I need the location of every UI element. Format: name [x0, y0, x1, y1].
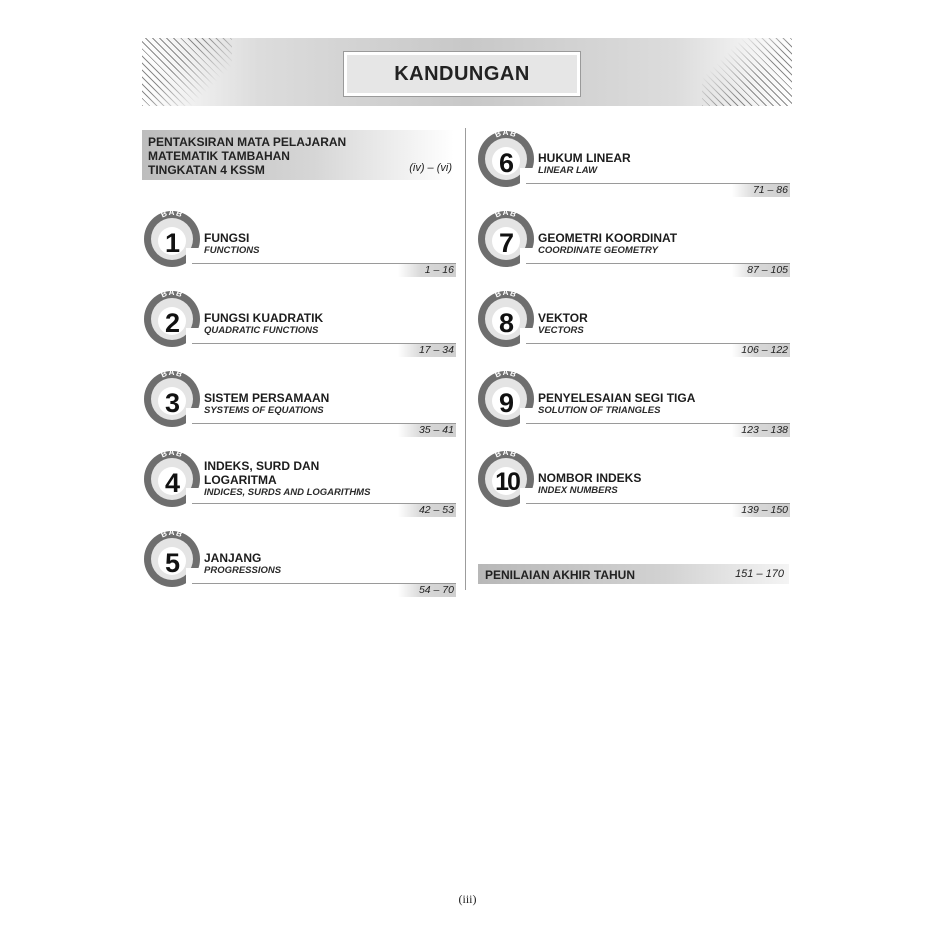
intro-title: [148, 135, 346, 177]
chapter-title-line: PENYELESAIAN SEGI TIGA: [538, 391, 696, 405]
chapter-page-range: 123 – 138: [732, 424, 790, 437]
badge-label: BAB: [493, 208, 519, 220]
badge-label: BAB: [493, 288, 519, 300]
chapter-title: [538, 151, 631, 165]
badge-label: BAB: [159, 528, 185, 540]
chapter-subtitle: LINEAR LAW: [538, 165, 598, 176]
chapter-subtitle: SOLUTION OF TRIANGLES: [538, 405, 661, 416]
chapter-number: 8: [498, 308, 514, 338]
page-title: KANDUNGAN: [344, 52, 580, 96]
chapter-entry-6[interactable]: [476, 128, 790, 198]
chapter-title-line: JANJANG: [204, 551, 262, 565]
chapter-number: 5: [164, 548, 180, 578]
chapter-page-range: 35 – 41: [398, 424, 456, 437]
final-assessment-label: PENILAIAN AKHIR TAHUN: [485, 568, 635, 582]
chapter-page-range: 106 – 122: [732, 344, 790, 357]
chapter-subtitle: PROGRESSIONS: [204, 565, 282, 576]
chapter-title: [538, 471, 641, 485]
chapter-title-line: FUNGSI: [204, 231, 250, 245]
chapter-number: 4: [164, 468, 180, 498]
header-banner: [142, 38, 792, 106]
chapter-title-line: FUNGSI KUADRATIK: [204, 311, 324, 325]
chapter-entry-2[interactable]: [142, 288, 456, 358]
column-divider: [465, 128, 466, 590]
chapter-page-range: 17 – 34: [398, 344, 456, 357]
chapter-entry-3[interactable]: [142, 368, 456, 438]
chapter-subtitle: QUADRATIC FUNCTIONS: [204, 325, 319, 336]
chapter-page-range: 139 – 150: [732, 504, 790, 517]
chapter-entry-5[interactable]: [142, 528, 456, 598]
chapter-title-line: NOMBOR INDEKS: [538, 471, 642, 485]
chapter-title: [204, 459, 319, 487]
chapter-subtitle: INDEX NUMBERS: [538, 485, 618, 496]
chapter-title-line: GEOMETRI KOORDINAT: [538, 231, 678, 245]
badge-label: BAB: [493, 128, 519, 140]
chapter-number: 1: [164, 228, 180, 258]
chapter-title-line: VEKTOR: [538, 311, 588, 325]
chapter-number: 10: [495, 468, 519, 496]
chapter-title-line: INDEKS, SURD DAN: [204, 459, 320, 473]
chapter-subtitle: INDICES, SURDS AND LOGARITHMS: [204, 487, 371, 498]
chapter-title-line: LOGARITMA: [204, 473, 277, 487]
intro-page-range: (iv) – (vi): [409, 162, 452, 174]
chapter-subtitle: VECTORS: [538, 325, 584, 336]
decorative-stripes-left: [142, 38, 232, 106]
badge-label: BAB: [493, 448, 519, 460]
chapter-title: [204, 391, 329, 405]
chapter-entry-1[interactable]: [142, 208, 456, 278]
badge-label: BAB: [159, 208, 185, 220]
chapter-page-range: 54 – 70: [398, 584, 456, 597]
chapter-title: [538, 311, 588, 325]
chapter-page-range: 1 – 16: [398, 264, 456, 277]
chapter-title: [204, 311, 323, 325]
badge-label: BAB: [159, 448, 185, 460]
chapter-number: 9: [498, 388, 514, 418]
chapter-entry-4[interactable]: [142, 448, 456, 518]
chapter-entry-8[interactable]: [476, 288, 790, 358]
intro-line: PENTAKSIRAN MATA PELAJARAN: [148, 135, 347, 149]
chapter-title-line: HUKUM LINEAR: [538, 151, 631, 165]
badge-label: BAB: [159, 368, 185, 380]
intro-line: MATEMATIK TAMBAHAN: [148, 149, 290, 163]
page-number: (iii): [458, 892, 477, 906]
chapter-number: 2: [164, 308, 180, 338]
chapter-number: 3: [164, 388, 180, 418]
chapter-title-line: SISTEM PERSAMAAN: [204, 391, 330, 405]
chapter-subtitle: COORDINATE GEOMETRY: [538, 245, 658, 256]
chapter-title: [538, 391, 695, 405]
chapter-page-range: 87 – 105: [732, 264, 790, 277]
intro-entry[interactable]: [142, 130, 454, 180]
chapter-number: 7: [498, 228, 514, 258]
chapter-number: 6: [498, 148, 514, 178]
chapter-title: [538, 231, 677, 245]
chapter-entry-9[interactable]: [476, 368, 790, 438]
intro-line: TINGKATAN 4 KSSM: [148, 163, 265, 177]
chapter-entry-7[interactable]: [476, 208, 790, 278]
chapter-entry-10[interactable]: [476, 448, 790, 518]
chapter-title: [204, 551, 261, 565]
badge-label: BAB: [159, 288, 185, 300]
final-assessment-entry[interactable]: [478, 564, 789, 584]
chapter-page-range: 42 – 53: [398, 504, 456, 517]
chapter-subtitle: SYSTEMS OF EQUATIONS: [204, 405, 324, 416]
chapter-page-range: 71 – 86: [732, 184, 790, 197]
badge-label: BAB: [493, 368, 519, 380]
decorative-stripes-right: [702, 38, 792, 106]
chapter-subtitle: FUNCTIONS: [204, 245, 260, 256]
chapter-title: [204, 231, 249, 245]
final-assessment-page-range: 151 – 170: [735, 568, 784, 580]
